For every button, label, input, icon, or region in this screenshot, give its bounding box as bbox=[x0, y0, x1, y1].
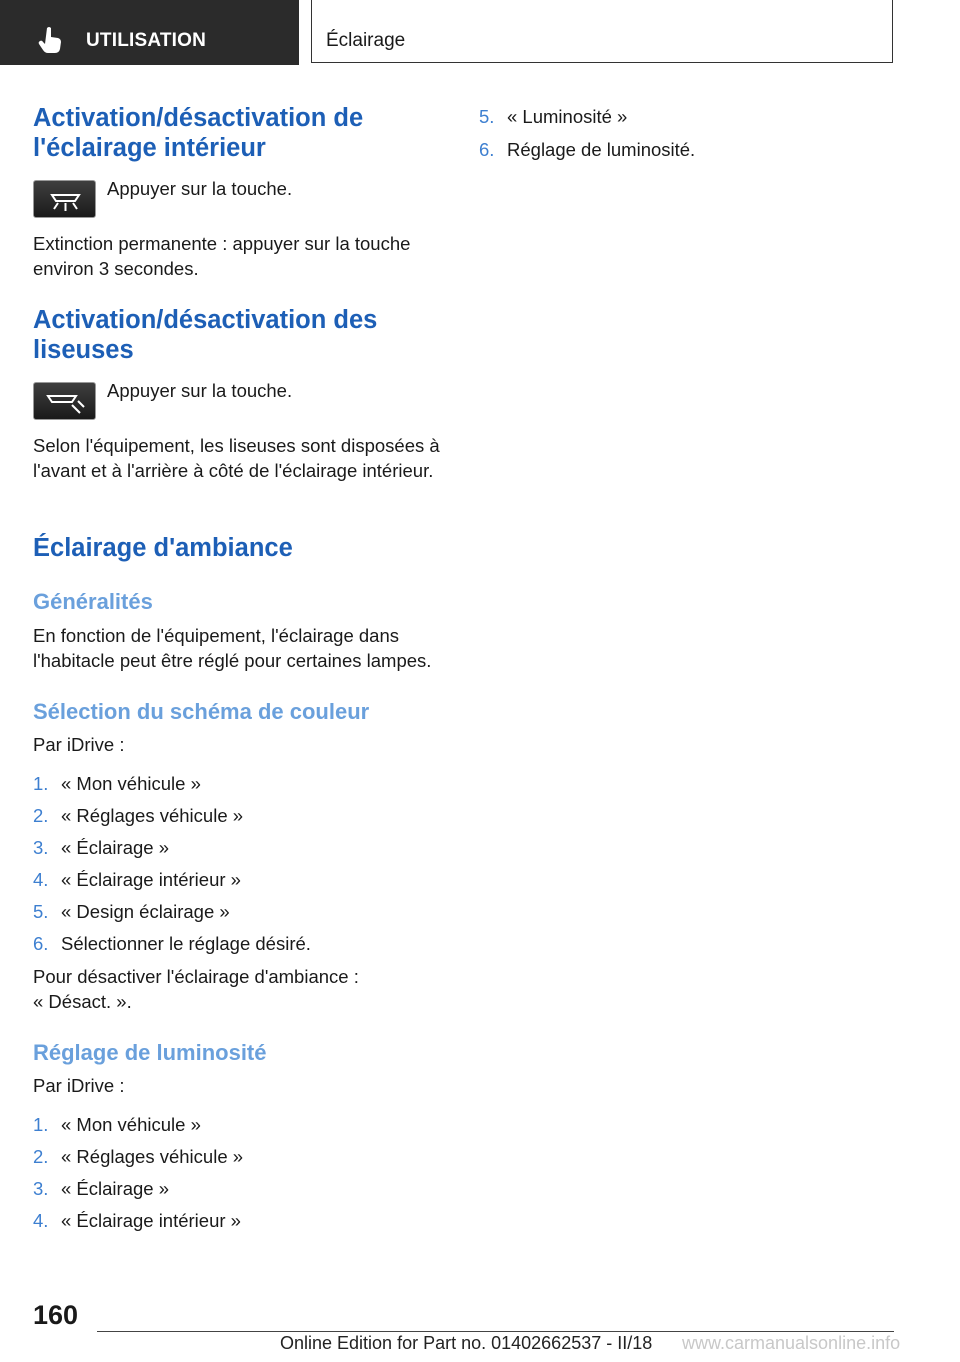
header-section-tab bbox=[0, 0, 299, 65]
watermark: www.carmanualsonline.info bbox=[682, 1333, 901, 1353]
heading-color-scheme: Sélection du schéma de couleur bbox=[33, 699, 370, 724]
section-title: UTILISATION bbox=[86, 30, 207, 51]
edition-text: Online Edition for Part no. 01402662537 - II/18 bbox=[280, 1333, 653, 1353]
chapter-header bbox=[311, 0, 893, 63]
interior-light-button-image bbox=[33, 180, 96, 218]
heading-brightness: Réglage de luminosité bbox=[33, 1040, 267, 1065]
heading-general: Généralités bbox=[33, 589, 153, 614]
color-off-text: Pour désactiver l'éclairage d'ambiance : « Désact. ». bbox=[33, 966, 359, 1012]
reading-light-button-image bbox=[33, 382, 96, 420]
reading-note-text: Selon l'équipement, les liseuses sont disposées à l'avant et à l'arrière à côté de l'éclairage intérieur. bbox=[33, 435, 440, 481]
footer-divider bbox=[97, 1331, 894, 1332]
interior-off-text: Extinction permanente : appuyer sur la touche environ 3 secondes. bbox=[33, 233, 411, 279]
color-intro-text: Par iDrive : bbox=[33, 734, 125, 755]
interior-light-icon bbox=[34, 181, 97, 219]
heading-reading-lights: Activation/désactivation des liseuses bbox=[33, 306, 378, 364]
hand-pointer-icon bbox=[38, 26, 64, 54]
reading-press-text: Appuyer sur la touche. bbox=[107, 380, 293, 401]
interior-press-text: Appuyer sur la touche. bbox=[107, 178, 293, 199]
brightness-intro-text: Par iDrive : bbox=[33, 1075, 125, 1096]
general-text: En fonction de l'équipement, l'éclairage dans l'habitacle peut être réglé pour certaines lampes. bbox=[33, 625, 432, 671]
chapter-title: Éclairage bbox=[326, 30, 406, 51]
heading-interior-light: Activation/désactivation de l'éclairage intérieur bbox=[33, 104, 364, 162]
reading-light-icon bbox=[34, 383, 97, 421]
heading-ambient-light: Éclairage d'ambiance bbox=[33, 534, 293, 562]
page-number: 160 bbox=[33, 1300, 79, 1330]
